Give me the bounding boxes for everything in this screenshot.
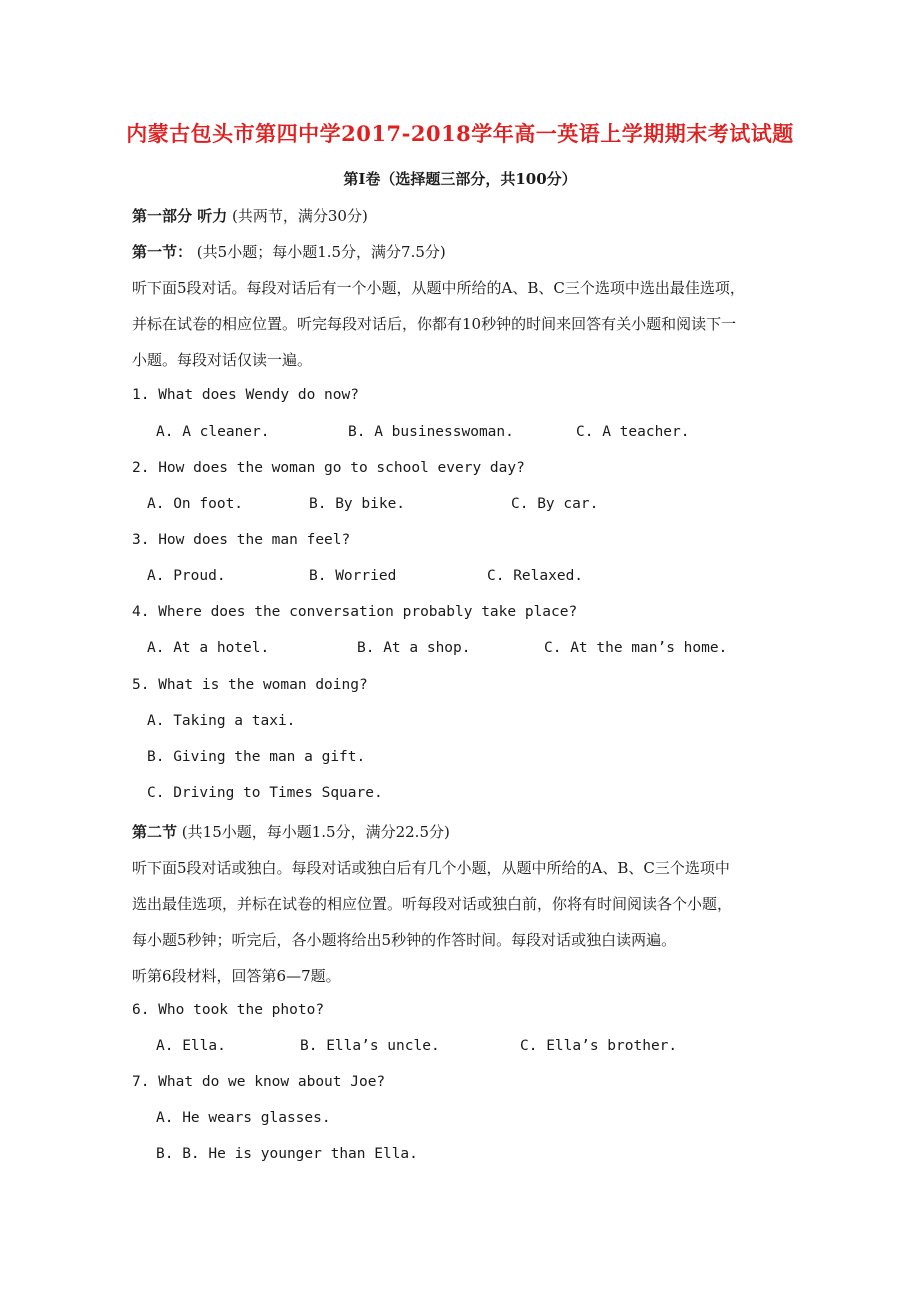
volume-header: 第Ⅰ卷（选择题三部分，共100分） bbox=[343, 170, 577, 188]
question-stem: 6. Who took the photo? bbox=[132, 1002, 325, 1018]
option-b: B. Ella’s uncle. bbox=[300, 1038, 440, 1054]
option-b: B. By bike. bbox=[309, 496, 406, 512]
option-c: C. Ella’s brother. bbox=[520, 1038, 678, 1054]
option-b: B. A businesswoman. bbox=[348, 424, 514, 440]
option-a: A. He wears glasses. bbox=[156, 1110, 331, 1126]
page-title: 内蒙古包头市第四中学2017-2018学年高一英语上学期期末考试试题 bbox=[126, 121, 794, 146]
option-b: B. At a shop. bbox=[357, 640, 471, 656]
section2-instruction: 听下面5段对话或独白。每段对话或独白后有几个小题，从题中所给的A、B、C三个选项中 bbox=[132, 859, 730, 877]
section1-instruction: 小题。每段对话仅读一遍。 bbox=[132, 351, 313, 369]
question-stem: 4. Where does the conversation probably take place? bbox=[132, 604, 578, 620]
section2-heading-note: (共15小题，每小题1.5分，满分22.5分) bbox=[181, 823, 450, 841]
option-c: C. At the man’s home. bbox=[544, 640, 728, 656]
question-stem: 2. How does the woman go to school every day? bbox=[132, 460, 525, 476]
option-a: A. At a hotel. bbox=[147, 640, 270, 656]
section1-heading: 第一节： bbox=[132, 243, 193, 261]
part1-heading: 第一部分 听力 bbox=[132, 207, 228, 225]
section2-instruction: 每小题5秒钟；听完后，各小题将给出5秒钟的作答时间。每段对话或独白读两遍。 bbox=[132, 931, 677, 949]
option-a: A. Taking a taxi. bbox=[147, 713, 296, 729]
option-b: B. Worried bbox=[309, 568, 397, 584]
option-a: A. Proud. bbox=[147, 568, 226, 584]
question-stem: 7. What do we know about Joe? bbox=[132, 1074, 386, 1090]
section2-heading-line bbox=[132, 821, 450, 842]
part1-heading-line bbox=[132, 205, 368, 226]
question-stem: 1. What does Wendy do now? bbox=[132, 387, 359, 403]
section2-instruction: 选出最佳选项，并标在试卷的相应位置。听每段对话或独白前，你将有时间阅读各个小题， bbox=[132, 895, 733, 913]
option-a: A. A cleaner. bbox=[156, 424, 270, 440]
question-stem: 3. How does the man feel? bbox=[132, 532, 351, 548]
option-a: A. Ella. bbox=[156, 1038, 226, 1054]
option-c: C. By car. bbox=[511, 496, 599, 512]
option-c: C. Driving to Times Square. bbox=[147, 785, 383, 801]
part1-heading-note: (共两节，满分30分) bbox=[232, 207, 368, 225]
option-c: C. Relaxed. bbox=[487, 568, 584, 584]
section1-heading-line bbox=[132, 241, 446, 262]
section1-heading-note: (共5小题；每小题1.5分，满分7.5分) bbox=[196, 243, 446, 261]
section1-instruction: 听下面5段对话。每段对话后有一个小题，从题中所给的A、B、C三个选项中选出最佳选项， bbox=[132, 279, 745, 297]
material-note: 听第6段材料，回答第6—7题。 bbox=[132, 967, 341, 985]
question-stem: 5. What is the woman doing? bbox=[132, 677, 368, 693]
option-b: B. B. He is younger than Ella. bbox=[156, 1146, 418, 1162]
option-a: A. On foot. bbox=[147, 496, 244, 512]
section1-instruction: 并标在试卷的相应位置。听完每段对话后，你都有10秒钟的时间来回答有关小题和阅读下一 bbox=[132, 315, 737, 333]
option-b: B. Giving the man a gift. bbox=[147, 749, 366, 765]
option-c: C. A teacher. bbox=[576, 424, 690, 440]
section2-heading: 第二节 bbox=[132, 823, 178, 841]
